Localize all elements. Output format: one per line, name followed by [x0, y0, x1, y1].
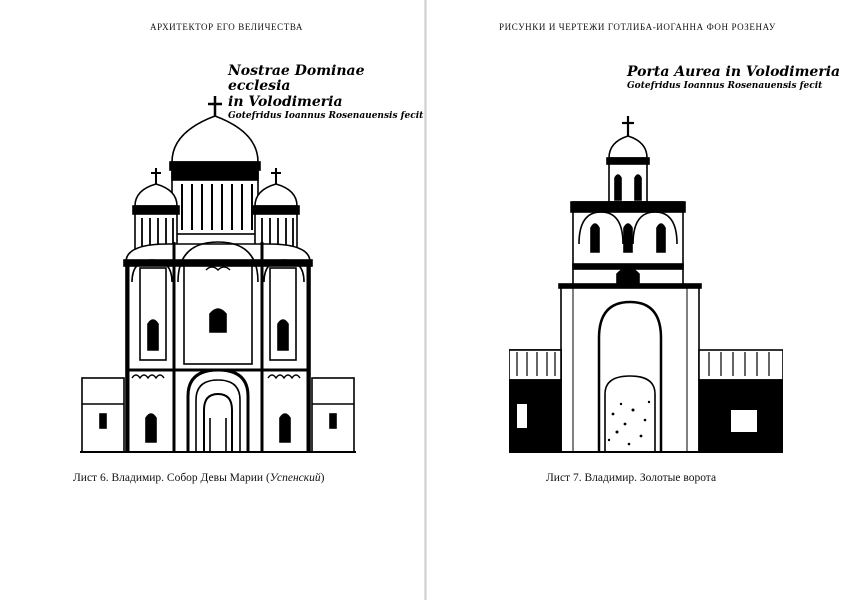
gate-inscription — [627, 65, 840, 92]
golden-gate-drawing — [509, 114, 783, 454]
inscription-line-2: in Volodimeria — [228, 93, 343, 110]
right-caption: Лист 7. Владимир. Золотые ворота — [546, 472, 717, 484]
left-caption-end: ) — [320, 472, 325, 484]
right-page — [427, 0, 852, 600]
left-caption — [73, 472, 324, 484]
left-caption-main: Лист 6. Владимир. Собор Девы Марии ( — [73, 472, 270, 484]
left-caption-italic: Успенский — [269, 472, 321, 484]
gate-inscription-line-2: Gotefridus Ioannus Rosenauensis fecit — [627, 81, 823, 92]
left-page — [0, 0, 425, 600]
inscription-line-3: Gotefridus Ioannus Rosenauensis fecit — [228, 111, 424, 122]
gate-inscription-line-1: Porta Aurea in Volodimeria — [627, 64, 841, 80]
right-running-head: РИСУНКИ И ЧЕРТЕЖИ ГОТЛИБА-ИОГАННА ФОН РОЗЕНАУ — [499, 22, 776, 32]
left-running-head: АРХИТЕКТОР ЕГО ВЕЛИЧЕСТВА — [150, 22, 303, 32]
cathedral-drawing — [80, 92, 356, 454]
inscription-line-1: Nostrae Dominae ecclesia — [228, 63, 365, 95]
